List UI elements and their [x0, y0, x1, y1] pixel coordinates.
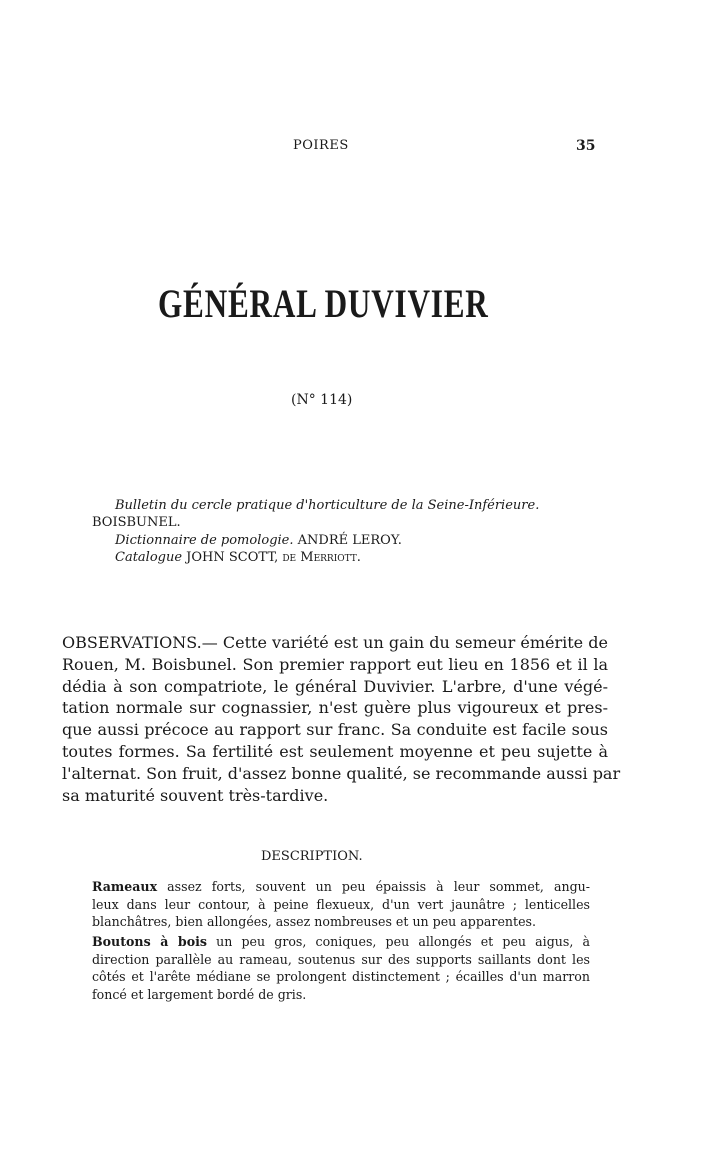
description-heading: DESCRIPTION.: [261, 849, 363, 864]
text-line: — Cette variété est un gain du semeur émérite de: [201, 633, 608, 652]
reference-author: JOHN SCOTT, de Merriott.: [182, 550, 361, 565]
reference-title: Bulletin du cercle pratique d'horticulture de la Seine-Inférieure.: [115, 498, 540, 513]
text-line: dédia à son compatriote, le général Duvivier. L'arbre, d'une végé-: [62, 676, 608, 696]
reference-2: BOISBUNEL.: [92, 515, 181, 530]
reference-1: [92, 497, 539, 515]
reference-title: Dictionnaire de pomologie.: [115, 533, 294, 548]
text-line: blanchâtres, bien allongées, assez nombreuses et un peu apparentes.: [92, 914, 536, 929]
page-number: 35: [576, 138, 596, 154]
reference-title: Catalogue: [115, 550, 183, 565]
text-line: sa maturité souvent très-tardive.: [62, 785, 329, 805]
text-line: un peu gros, coniques, peu allongés et peu aigus, à: [206, 934, 590, 949]
text-line: leux dans leur contour, à peine flexueux, d'un vert jaunâtre ; lenticelles: [92, 896, 590, 912]
running-title: POIRES: [293, 138, 349, 153]
reference-author: ANDRÉ LEROY.: [293, 533, 402, 548]
reference-3: [115, 532, 402, 550]
text-line: direction parallèle au rameau, soutenus sur des supports saillants dont les: [92, 951, 590, 967]
term: Rameaux: [92, 879, 158, 894]
description-boutons: [92, 933, 590, 1003]
observations-paragraph: [62, 632, 621, 806]
text-line: assez forts, souvent un peu épaissis à leur sommet, angu-: [157, 879, 590, 894]
text-line: tation normale sur cognassier, n'est guère plus vigoureux et pres-: [62, 698, 608, 718]
text-line: toutes formes. Sa fertilité est seulement moyenne et peu sujette à: [62, 741, 608, 761]
reference-4: [115, 549, 361, 567]
text-line: côtés et l'arête médiane se prolongent distinctement ; écailles d'un marron: [92, 969, 590, 984]
page-title: GÉNÉRAL DUVIVIER: [158, 281, 489, 326]
text-line: Rouen, M. Boisbunel. Son premier rapport eut lieu en 1856 et il la: [62, 654, 608, 674]
term: Boutons à bois: [92, 934, 207, 949]
text-line: que aussi précoce au rapport sur franc. Sa conduite est facile sous: [62, 720, 608, 740]
text-line: l'alternat. Son fruit, d'assez bonne qualité, se recommande aussi par: [62, 763, 621, 783]
description-rameaux: [92, 878, 590, 931]
observations-label: OBSERVATIONS.: [62, 633, 202, 652]
variety-number: (N° 114): [291, 392, 353, 408]
text-line: foncé et largement bordé de gris.: [92, 986, 307, 1002]
